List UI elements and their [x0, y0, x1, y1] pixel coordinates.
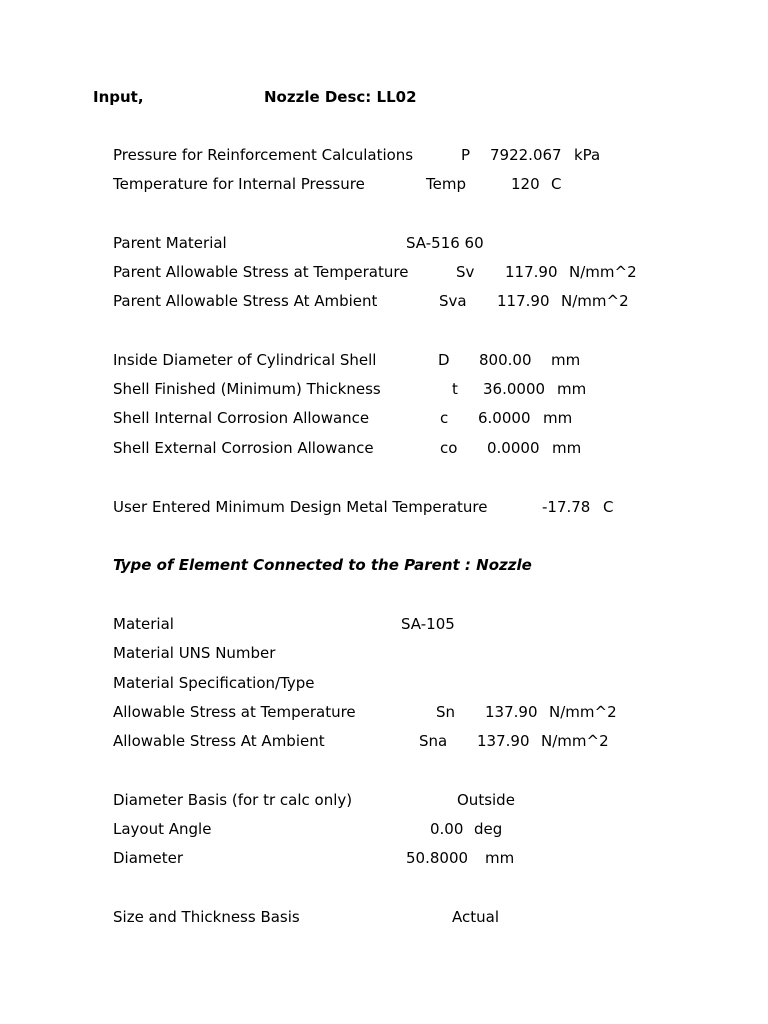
size-thickness-basis-label: Size and Thickness Basis: [113, 908, 300, 926]
temperature-symbol: Temp: [426, 175, 466, 193]
mdmt-value: -17.78: [542, 498, 591, 516]
nozzle-stress-ambient-label: Allowable Stress At Ambient: [113, 732, 325, 750]
diameter-basis-value: Outside: [457, 791, 515, 809]
parent-stress-ambient-symbol: Sva: [439, 292, 467, 310]
parent-stress-ambient-label: Parent Allowable Stress At Ambient: [113, 292, 378, 310]
shell-internal-ca-unit: mm: [543, 409, 573, 427]
parent-stress-temp-unit: N/mm^2: [569, 263, 637, 281]
shell-external-ca-symbol: co: [440, 439, 458, 457]
shell-thickness-symbol: t: [452, 380, 458, 398]
pressure-symbol: P: [461, 146, 471, 164]
parent-stress-ambient-unit: N/mm^2: [561, 292, 629, 310]
diameter-unit: mm: [485, 849, 515, 867]
parent-stress-temp-symbol: Sv: [456, 263, 475, 281]
parent-stress-temp-label: Parent Allowable Stress at Temperature: [113, 263, 409, 281]
shell-thickness-unit: mm: [557, 380, 587, 398]
layout-angle-label: Layout Angle: [113, 820, 212, 838]
shell-diameter-symbol: D: [438, 351, 450, 369]
diameter-label: Diameter: [113, 849, 184, 867]
shell-thickness-value: 36.0000: [483, 380, 546, 398]
input-heading: Input,: [93, 88, 144, 106]
parent-stress-temp-value: 117.90: [505, 263, 558, 281]
shell-diameter-unit: mm: [551, 351, 581, 369]
nozzle-material-label: Material: [113, 615, 174, 633]
shell-internal-ca-label: Shell Internal Corrosion Allowance: [113, 409, 370, 427]
layout-angle-unit: deg: [474, 820, 503, 838]
diameter-value: 50.8000: [406, 849, 469, 867]
mdmt-unit: C: [603, 498, 614, 516]
diameter-basis-label: Diameter Basis (for tr calc only): [113, 791, 353, 809]
parent-material-label: Parent Material: [113, 234, 227, 252]
temperature-value: 120: [511, 175, 540, 193]
shell-internal-ca-value: 6.0000: [478, 409, 531, 427]
size-thickness-basis-value: Actual: [452, 908, 499, 926]
shell-external-ca-label: Shell External Corrosion Allowance: [113, 439, 374, 457]
spec-type-label: Material Specification/Type: [113, 674, 315, 692]
uns-number-label: Material UNS Number: [113, 644, 276, 662]
nozzle-stress-ambient-unit: N/mm^2: [541, 732, 609, 750]
nozzle-stress-temp-unit: N/mm^2: [549, 703, 617, 721]
shell-internal-ca-symbol: c: [440, 409, 449, 427]
pressure-label: Pressure for Reinforcement Calculations: [113, 146, 414, 164]
nozzle-description: Nozzle Desc: LL02: [264, 88, 417, 106]
element-type-heading: Type of Element Connected to the Parent : Nozzle: [113, 556, 532, 574]
pressure-value: 7922.067: [490, 146, 562, 164]
pressure-unit: kPa: [574, 146, 601, 164]
nozzle-material-value: SA-105: [401, 615, 455, 633]
nozzle-stress-ambient-symbol: Sna: [419, 732, 448, 750]
shell-external-ca-unit: mm: [552, 439, 582, 457]
nozzle-stress-ambient-value: 137.90: [477, 732, 530, 750]
shell-thickness-label: Shell Finished (Minimum) Thickness: [113, 380, 381, 398]
layout-angle-value: 0.00: [430, 820, 464, 838]
shell-external-ca-value: 0.0000: [487, 439, 540, 457]
shell-diameter-label: Inside Diameter of Cylindrical Shell: [113, 351, 377, 369]
parent-material-value: SA-516 60: [406, 234, 484, 252]
shell-diameter-value: 800.00: [479, 351, 532, 369]
temperature-label: Temperature for Internal Pressure: [113, 175, 365, 193]
parent-stress-ambient-value: 117.90: [497, 292, 550, 310]
nozzle-stress-temp-symbol: Sn: [436, 703, 456, 721]
mdmt-label: User Entered Minimum Design Metal Temperature: [113, 498, 488, 516]
nozzle-stress-temp-label: Allowable Stress at Temperature: [113, 703, 356, 721]
temperature-unit: C: [551, 175, 562, 193]
nozzle-stress-temp-value: 137.90: [485, 703, 538, 721]
